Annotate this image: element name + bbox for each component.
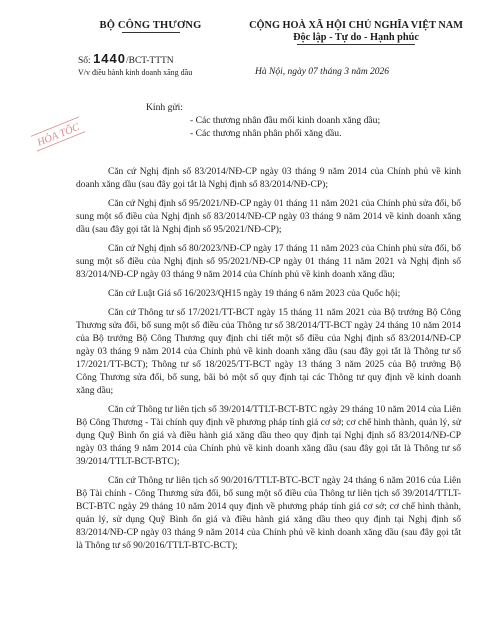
stamp-text: HỎA TỐC — [35, 121, 82, 149]
republic-title: CỘNG HOÀ XÃ HỘI CHỦ NGHĨA VIỆT NAM — [249, 20, 463, 31]
doc-number-suffix: /BCT-TTTN — [125, 56, 174, 66]
recipients-block — [146, 101, 380, 140]
stamp-graphic — [31, 117, 85, 151]
doc-number-value: 1440 — [93, 51, 126, 66]
ministry-name: BỘ CÔNG THƯƠNG — [99, 20, 202, 31]
body-paragraph: Căn cứ Nghị định số 83/2014/NĐ-CP ngày 03 tháng 9 năm 2014 của Chính phủ về kinh doanh xăng dầu (sau đây gọi tắt là Nghị định số 83/2014/NĐ-CP); — [76, 167, 461, 190]
document-subject: V/v điều hành kinh doanh xăng dầu — [78, 68, 193, 77]
body-paragraph: Căn cứ Thông tư số 17/2021/TT-BCT ngày 15 tháng 11 năm 2021 của Bộ trưởng Bộ Công Thương sửa đổi, bổ sung một số điều của Thông tư số 38/2014/TT-BCT ngày 24 tháng 10 năm 2014 của Bộ trưởng Bộ Công Thương quy định chi tiết một số điều của Nghị định số 83/2014/NĐ-CP ngày 03 tháng 9 năm 2014 của Chính phủ về kinh doanh xăng dầu (sau đây gọi tắt là Thông tư số 17/2021/TT-BCT); Thông tư số 18/2025/TT-BCT ngày 13 tháng 3 năm 2025 của Bộ trưởng Bộ Công Thương sửa đổi, bổ sung, bãi bỏ một số quy định tại các Thông tư quy định về kinh doanh xăng dầu; — [76, 308, 461, 396]
recipient-item: - Các thương nhân phân phối xăng dầu. — [190, 128, 342, 139]
national-header — [232, 20, 480, 45]
doc-number-prefix: Số: — [78, 56, 91, 66]
recipients-list — [190, 114, 380, 140]
place-and-date: Hà Nội, ngày 07 tháng 3 năm 2026 — [255, 67, 390, 77]
national-motto: Độc lập - Tự do - Hạnh phúc — [293, 32, 419, 43]
body-paragraph: Căn cứ Nghị định số 95/2021/NĐ-CP ngày 01 tháng 11 năm 2021 của Chính phủ sửa đổi, bổ sung một số điều của Nghị định số 83/2014/NĐ-CP ngày 03 tháng 9 năm 2014 về kinh doanh xăng dầu (sau đây gọi tắt là Nghị định số 95/2021/NĐ-CP); — [76, 199, 461, 235]
issuer-block — [78, 20, 223, 33]
motto-underline — [297, 44, 415, 45]
body-paragraph: Căn cứ Thông tư liên tịch số 39/2014/TTLT-BCT-BTC ngày 29 tháng 10 năm 2014 của Liên Bộ Công Thương - Tài chính quy định về phương pháp tính giá cơ sở; cơ chế hình thành, quản lý, sử dụng Quỹ Bình ổn giá và điều hành giá xăng dầu theo quy định tại Nghị định số 83/2014/NĐ-CP ngày 03 tháng 9 năm 2014 của Chính phủ về kinh doanh xăng dầu (sau đây gọi tắt là Thông tư số 39/2014/TTLT-BCT-BTC); — [76, 405, 461, 467]
body-paragraph: Căn cứ Thông tư liên tịch số 90/2016/TTLT-BTC-BCT ngày 24 tháng 6 năm 2016 của Liên Bộ Tài chính - Công Thương sửa đổi, bổ sung một số điều của Thông tư liên tịch số 39/2014/TTLT-BCT-BTC ngày 29 tháng 10 năm 2014 quy định về phương pháp tính giá cơ sở; cơ chế hình thành, quản lý, sử dụng Quỹ Bình ổn giá và điều hành giá xăng dầu theo quy định tại Nghị định số 83/2014/NĐ-CP ngày 03 tháng 9 năm 2014 của Chính phủ về kinh doanh xăng dầu (sau đây gọi tắt là Thông tư số 90/2016/TTLT-BTC-BCT); — [76, 476, 461, 551]
body-paragraph: Căn cứ Luật Giá số 16/2023/QH15 ngày 19 tháng 6 năm 2023 của Quốc hội; — [108, 289, 401, 299]
recipient-item: - Các thương nhân đầu mối kinh doanh xăng dầu; — [190, 115, 381, 126]
document-body — [76, 166, 461, 559]
ministry-underline — [122, 32, 180, 33]
recipients-label: Kính gửi: — [146, 102, 183, 113]
body-paragraph: Căn cứ Nghị định số 80/2023/NĐ-CP ngày 17 tháng 11 năm 2023 của Chính phủ sửa đổi, bổ sung một số điều của Nghị định số 95/2021/NĐ-CP ngày 01 tháng 11 năm 2021 và Nghị định số 83/2014/NĐ-CP ngày 03 tháng 9 năm 2014 của Chính phủ về kinh doanh xăng dầu; — [76, 244, 461, 280]
document-number — [78, 51, 174, 66]
urgent-stamp — [30, 114, 86, 154]
